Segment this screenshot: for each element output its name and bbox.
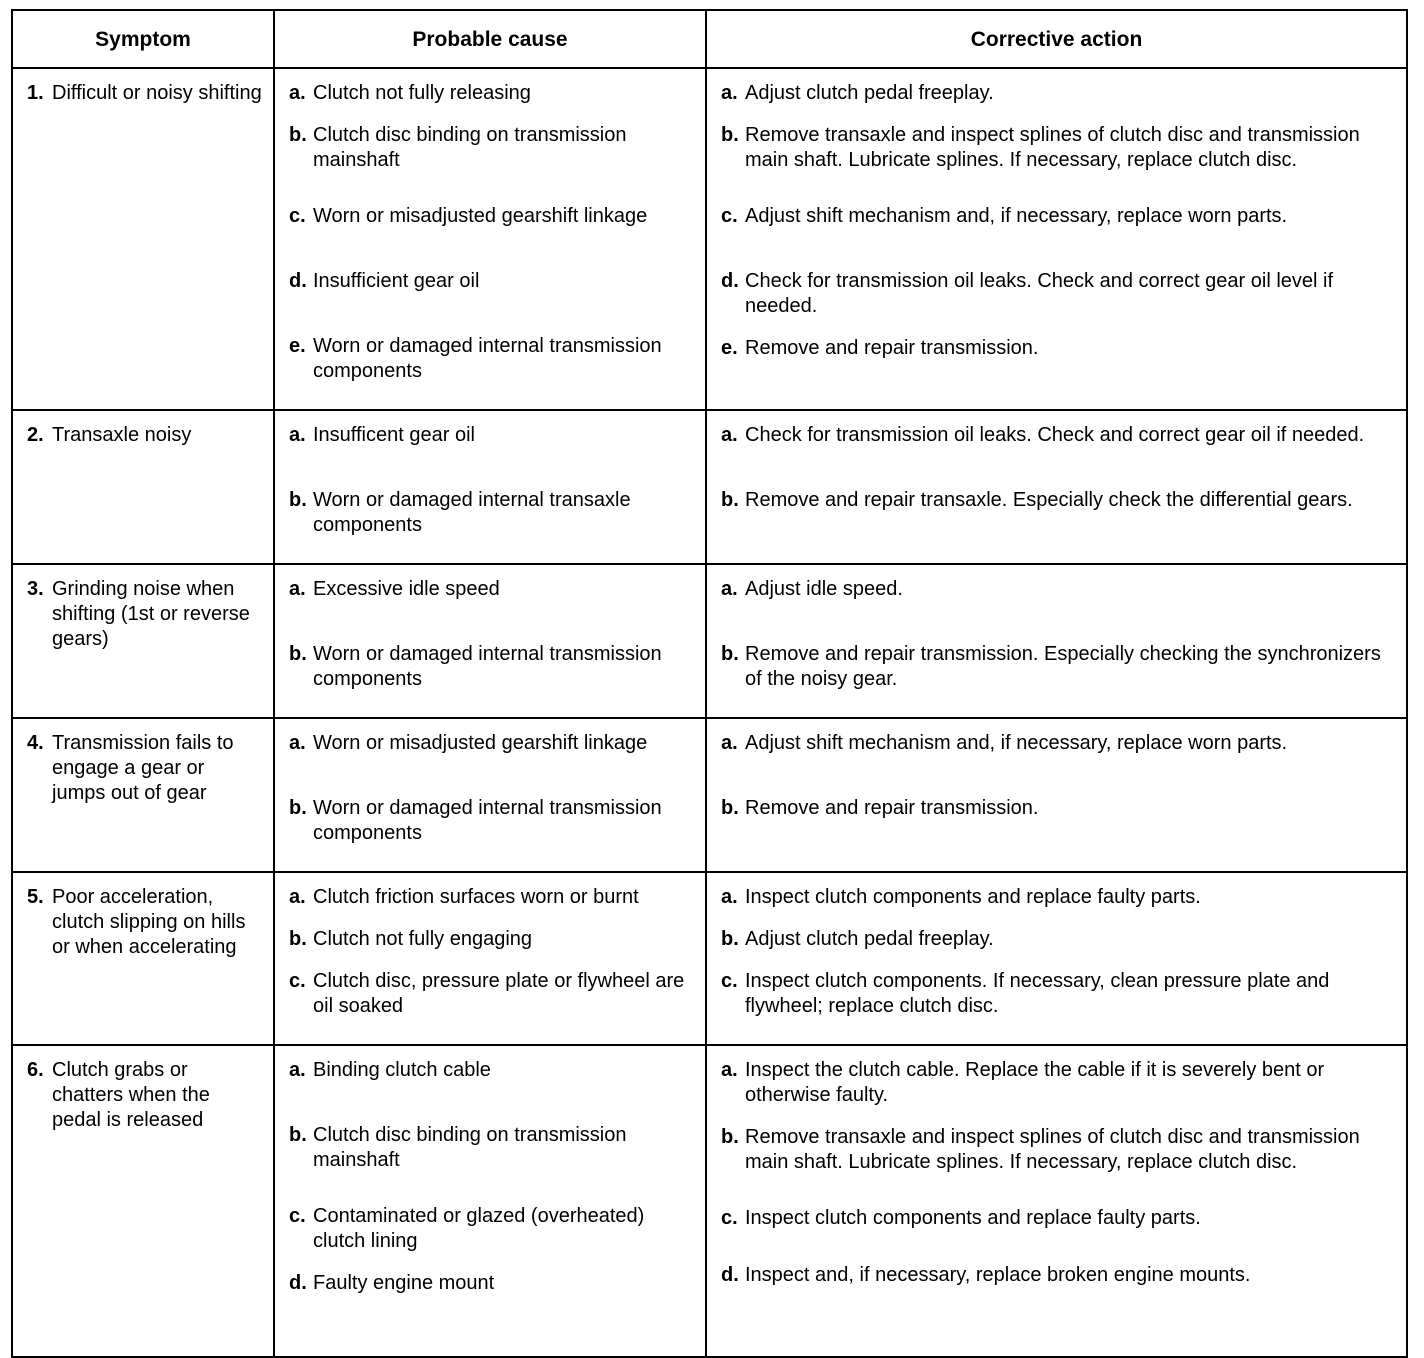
cause-text: Worn or misadjusted gearshift linkage: [313, 205, 648, 227]
action-text: Inspect clutch components and replace faulty parts.: [745, 1207, 1201, 1229]
action-text: Remove transaxle and inspect splines of clutch disc and transmission main shaft. Lubricate splines. If necessary, replace clutch disc.: [745, 124, 1360, 171]
item-letter: c.: [721, 1207, 738, 1229]
action-text: Check for transmission oil leaks. Check and correct gear oil level if needed.: [745, 270, 1334, 317]
corrective-action-item: [721, 1125, 1396, 1189]
item-letter: a.: [721, 732, 738, 754]
item-letter: a.: [289, 1059, 306, 1081]
symptom-text: Grinding noise when shifting (1st or reverse gears): [52, 578, 250, 650]
cause-text: Clutch disc binding on transmission mainshaft: [313, 124, 627, 171]
action-text: Inspect clutch components and replace faulty parts.: [745, 886, 1201, 908]
corrective-action-item: [721, 927, 1396, 952]
cause-text: Contaminated or glazed (overheated) clutch lining: [313, 1205, 645, 1252]
item-letter: a.: [721, 578, 738, 600]
symptom: [27, 423, 263, 448]
symptom-cell: [12, 718, 274, 872]
action-cell: [706, 718, 1407, 872]
header-symptom: Symptom: [12, 10, 274, 68]
symptom-text: Difficult or noisy shifting: [52, 82, 262, 104]
probable-cause-item: [289, 969, 695, 1019]
corrective-action-item: [721, 204, 1396, 252]
table-row: [12, 68, 1407, 410]
cause-text: Worn or damaged internal transmission components: [313, 643, 662, 690]
action-text: Adjust idle speed.: [745, 578, 903, 600]
symptom-text: Poor acceleration, clutch slipping on hills or when accelerating: [52, 886, 246, 958]
cause-cell: [274, 564, 706, 718]
probable-cause-item: [289, 204, 695, 252]
corrective-action-item: [721, 885, 1396, 910]
action-text: Remove and repair transmission.: [745, 337, 1039, 359]
action-text: Inspect and, if necessary, replace broken engine mounts.: [745, 1264, 1251, 1286]
cause-text: Worn or damaged internal transaxle components: [313, 489, 631, 536]
item-letter: c.: [289, 970, 306, 992]
symptom-text: Transmission fails to engage a gear or jumps out of gear: [52, 732, 234, 804]
probable-cause-item: [289, 1058, 695, 1106]
action-text: Inspect clutch components. If necessary, clean pressure plate and flywheel; replace clutch disc.: [745, 970, 1330, 1017]
item-letter: a.: [289, 886, 306, 908]
item-letter: a.: [289, 82, 306, 104]
item-letter: c.: [289, 1205, 306, 1227]
symptom-number: 3.: [27, 578, 44, 600]
corrective-action-item: [721, 1206, 1396, 1246]
item-letter: b.: [289, 928, 307, 950]
item-letter: b.: [289, 643, 307, 665]
cause-text: Insufficent gear oil: [313, 424, 475, 446]
cause-cell: [274, 1045, 706, 1357]
probable-cause-item: [289, 731, 695, 779]
table-row: [12, 410, 1407, 564]
symptom-number: 4.: [27, 732, 44, 754]
symptom-cell: [12, 564, 274, 718]
action-text: Remove and repair transmission.: [745, 797, 1039, 819]
action-text: Inspect the clutch cable. Replace the cable if it is severely bent or otherwise faulty.: [745, 1059, 1325, 1106]
item-letter: a.: [721, 1059, 738, 1081]
probable-cause-item: [289, 269, 695, 317]
item-letter: a.: [721, 886, 738, 908]
corrective-action-item: [721, 577, 1396, 625]
table-row: [12, 564, 1407, 718]
cause-text: Worn or damaged internal transmission components: [313, 335, 662, 382]
symptom: [27, 1058, 263, 1133]
item-letter: b.: [289, 797, 307, 819]
cause-text: Worn or misadjusted gearshift linkage: [313, 732, 648, 754]
corrective-action-item: [721, 1058, 1396, 1108]
cause-text: Worn or damaged internal transmission components: [313, 797, 662, 844]
corrective-action-item: [721, 123, 1396, 187]
cause-text: Clutch disc binding on transmission mainshaft: [313, 1124, 627, 1171]
cause-text: Clutch not fully releasing: [313, 82, 531, 104]
item-letter: b.: [721, 643, 739, 665]
header-probable-cause: Probable cause: [274, 10, 706, 68]
symptom-text: Clutch grabs or chatters when the pedal is released: [52, 1059, 210, 1131]
action-text: Check for transmission oil leaks. Check and correct gear oil if needed.: [745, 424, 1365, 446]
item-letter: b.: [721, 489, 739, 511]
cause-text: Clutch friction surfaces worn or burnt: [313, 886, 639, 908]
corrective-action-item: [721, 423, 1396, 471]
cause-text: Clutch disc, pressure plate or flywheel are oil soaked: [313, 970, 685, 1017]
probable-cause-item: [289, 796, 695, 846]
item-letter: a.: [721, 82, 738, 104]
symptom-number: 2.: [27, 424, 44, 446]
probable-cause-item: [289, 927, 695, 952]
cause-cell: [274, 410, 706, 564]
symptom-number: 1.: [27, 82, 44, 104]
symptom: [27, 731, 263, 806]
item-letter: a.: [289, 424, 306, 446]
item-letter: b.: [721, 797, 739, 819]
corrective-action-item: [721, 1263, 1396, 1288]
corrective-action-item: [721, 642, 1396, 692]
item-letter: d.: [721, 270, 739, 292]
table-header: [12, 10, 1407, 68]
action-cell: [706, 68, 1407, 410]
item-letter: b.: [289, 1124, 307, 1146]
header-corrective-action: Corrective action: [706, 10, 1407, 68]
item-letter: e.: [721, 337, 738, 359]
action-cell: [706, 872, 1407, 1045]
item-letter: b.: [721, 928, 739, 950]
cause-text: Binding clutch cable: [313, 1059, 491, 1081]
symptom: [27, 885, 263, 960]
table-body: [12, 68, 1407, 1357]
probable-cause-item: [289, 423, 695, 471]
corrective-action-item: [721, 731, 1396, 779]
cause-cell: [274, 718, 706, 872]
symptom: [27, 81, 263, 106]
probable-cause-item: [289, 488, 695, 538]
symptom-number: 5.: [27, 886, 44, 908]
item-letter: e.: [289, 335, 306, 357]
symptom-cell: [12, 872, 274, 1045]
corrective-action-item: [721, 269, 1396, 319]
table-row: [12, 872, 1407, 1045]
item-letter: c.: [721, 970, 738, 992]
symptom: [27, 577, 263, 652]
item-letter: b.: [289, 489, 307, 511]
action-text: Adjust clutch pedal freeplay.: [745, 82, 994, 104]
corrective-action-item: [721, 796, 1396, 836]
cause-text: Insufficient gear oil: [313, 270, 480, 292]
cause-text: Clutch not fully engaging: [313, 928, 533, 950]
action-text: Adjust shift mechanism and, if necessary, replace worn parts.: [745, 205, 1288, 227]
probable-cause-item: [289, 1204, 695, 1254]
action-cell: [706, 564, 1407, 718]
item-letter: d.: [289, 1272, 307, 1294]
probable-cause-item: [289, 123, 695, 187]
item-letter: a.: [289, 732, 306, 754]
corrective-action-item: [721, 336, 1396, 376]
item-letter: b.: [289, 124, 307, 146]
symptom-text: Transaxle noisy: [52, 424, 192, 446]
probable-cause-item: [289, 334, 695, 384]
symptom-cell: [12, 1045, 274, 1357]
action-text: Remove transaxle and inspect splines of clutch disc and transmission main shaft. Lubricate splines. If necessary, replace clutch disc.: [745, 1126, 1360, 1173]
table-row: [12, 1045, 1407, 1357]
probable-cause-item: [289, 81, 695, 106]
corrective-action-item: [721, 81, 1396, 106]
probable-cause-item: [289, 885, 695, 910]
item-letter: b.: [721, 1126, 739, 1148]
item-letter: d.: [721, 1264, 739, 1286]
cause-text: Faulty engine mount: [313, 1272, 495, 1294]
corrective-action-item: [721, 969, 1396, 1019]
probable-cause-item: [289, 642, 695, 692]
symptom-cell: [12, 410, 274, 564]
header-row: [12, 10, 1407, 68]
cause-cell: [274, 872, 706, 1045]
symptom-number: 6.: [27, 1059, 44, 1081]
action-text: Adjust clutch pedal freeplay.: [745, 928, 994, 950]
cause-text: Excessive idle speed: [313, 578, 500, 600]
probable-cause-item: [289, 1271, 695, 1296]
probable-cause-item: [289, 1123, 695, 1187]
troubleshooting-table: [11, 9, 1408, 1358]
probable-cause-item: [289, 577, 695, 625]
item-letter: a.: [721, 424, 738, 446]
item-letter: b.: [721, 124, 739, 146]
action-cell: [706, 1045, 1407, 1357]
table-row: [12, 718, 1407, 872]
action-text: Remove and repair transaxle. Especially check the differential gears.: [745, 489, 1353, 511]
action-cell: [706, 410, 1407, 564]
symptom-cell: [12, 68, 274, 410]
item-letter: d.: [289, 270, 307, 292]
item-letter: c.: [721, 205, 738, 227]
action-text: Adjust shift mechanism and, if necessary, replace worn parts.: [745, 732, 1288, 754]
item-letter: a.: [289, 578, 306, 600]
action-text: Remove and repair transmission. Especially checking the synchronizers of the noisy gear.: [745, 643, 1381, 690]
item-letter: c.: [289, 205, 306, 227]
corrective-action-item: [721, 488, 1396, 528]
cause-cell: [274, 68, 706, 410]
